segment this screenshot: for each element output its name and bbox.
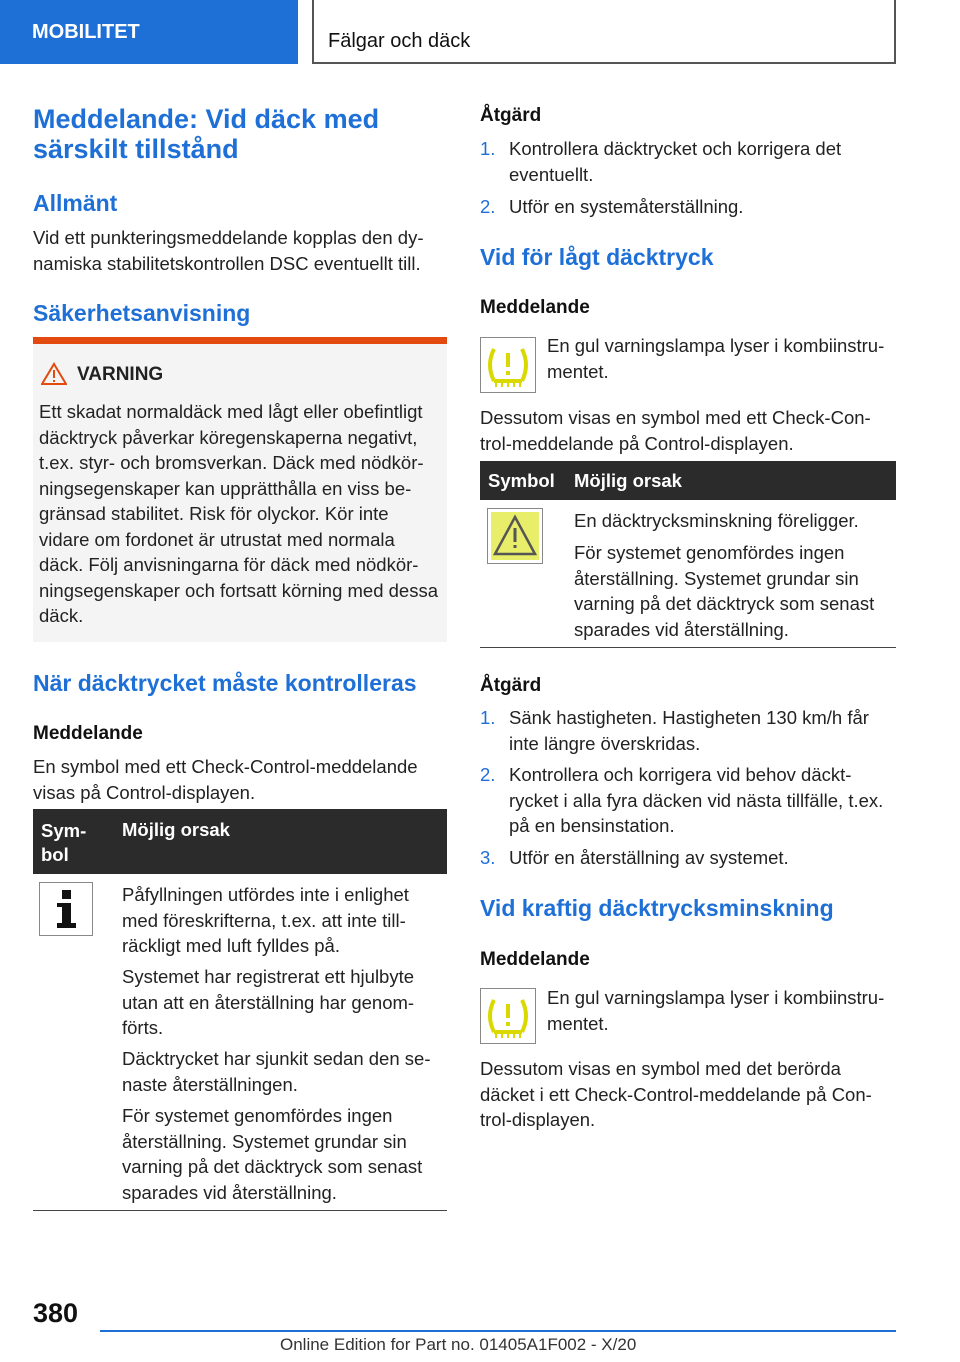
right-table-header — [480, 461, 896, 500]
list-item: Utför en systemåterställning. — [509, 196, 744, 217]
message-label-2: Meddelande — [480, 297, 590, 318]
warning-text: Ett skadat normaldäck med lågt eller obefintligt däcktryck påverkar köregenskaperna negativt, t.ex. styr- och bromsverkan. Däck med nödkör-ningsegenskaper kan upprätthålla en viss be-gränsad stabilitet. Risk för olyckor. Kör inte vidare om fordonet är utrustat med normala däck. Följ anvisningarna för däck med nödkör-ningsegenskaper och fortsatt körning med dessa däck. — [39, 401, 439, 626]
lamp-text: En gul varningslampa lyser i kombiinstru-mentet. — [547, 335, 885, 382]
general-heading: Allmänt — [33, 190, 118, 216]
action-label: Åtgärd — [480, 105, 542, 126]
list-item: Kontrollera och korrigera vid behov däckt-rycket i alla fyra däcken vid nästa tillfälle, t.ex. på en bensinstation. — [509, 764, 884, 836]
action-label-2: Åtgärd — [480, 675, 542, 696]
list-number: 2. — [480, 196, 496, 217]
general-text: Vid ett punkteringsmeddelande kopplas den dy-namiska stabilitetskontrollen DSC eventuellt till. — [33, 227, 424, 274]
left-cell-p4: För systemet genomfördes ingen återställning. Systemet grundar sin varning på det däcktryck som senast sparades vid återställning. — [122, 1105, 423, 1203]
heavy-loss-heading: Vid kraftig däcktrycksminskning — [480, 895, 834, 921]
warning-box — [33, 337, 447, 642]
left-table-rule — [33, 1210, 447, 1211]
list-item: Kontrollera däcktrycket och korrigera det eventuellt. — [509, 138, 842, 185]
right-table-rule — [480, 647, 896, 648]
action-list-2 — [480, 705, 896, 875]
left-cell-p1: Påfyllningen utfördes inte i enlighet med föreskrifterna, t.ex. att inte till-räckligt med luft fylldes på. — [122, 884, 409, 956]
low-pressure-heading: Vid för lågt däcktryck — [480, 244, 714, 270]
list-number: 1. — [480, 707, 496, 728]
table-head-cause-2: Möjlig orsak — [574, 470, 682, 491]
footer-edition: Online Edition for Part no. 01405A1F002 - X/20 — [280, 1335, 637, 1354]
right-cell-p2: För systemet genomfördes ingen återställning. Systemet grundar sin varning på det däcktryck som senast sparades vid återställning. — [574, 542, 875, 640]
page-header-title: Fälgar och däck — [312, 0, 896, 64]
message-label-3: Meddelande — [480, 949, 590, 970]
page-number: 380 — [33, 1298, 79, 1328]
list-item: Sänk hastigheten. Hastigheten 130 km/h får inte längre överskridas. — [509, 707, 869, 754]
message-label: Meddelande — [33, 723, 143, 744]
info-icon — [39, 882, 93, 936]
left-cell-p2: Systemet har registrerat ett hjulbyte utan att en återställning har genom-förts. — [122, 966, 415, 1038]
lamp-text-2: En gul varningslampa lyser i kombiinstru-mentet. — [547, 987, 885, 1034]
tire-pressure-warning-icon — [480, 337, 536, 393]
left-table-header — [33, 809, 447, 874]
check-heading: När däcktrycket måste kontrolleras — [33, 670, 417, 696]
warning-triangle-icon — [41, 362, 67, 386]
table-head-symbol-2: Symbol — [488, 470, 555, 491]
extra-text-2: Dessutom visas en symbol med det berörda däcket i ett Check-Control-meddelande på Con-trol-displayen. — [480, 1058, 872, 1130]
table-head-symbol: Sym-bol — [41, 820, 87, 865]
list-number: 2. — [480, 764, 496, 785]
action-list-1 — [480, 136, 896, 226]
warning-title: VARNING — [77, 364, 164, 385]
list-item: Utför en återställning av systemet. — [509, 847, 789, 868]
footer-divider — [100, 1330, 896, 1332]
right-cell-p1: En däcktrycksminskning föreligger. — [574, 510, 859, 531]
message-text: En symbol med ett Check-Control-meddelande visas på Control-displayen. — [33, 756, 418, 803]
left-cell-p3: Däcktrycket har sjunkit sedan den se-naste återställningen. — [122, 1048, 431, 1095]
extra-text: Dessutom visas en symbol med ett Check-Con-trol-meddelande på Control-displayen. — [480, 407, 871, 454]
table-head-cause: Möjlig orsak — [122, 819, 230, 840]
page-title: Meddelande: Vid däck med särskilt tillstånd — [33, 104, 380, 164]
section-tab: MOBILITET — [0, 0, 298, 64]
yellow-warning-icon — [487, 508, 543, 564]
tire-pressure-warning-icon-2 — [480, 988, 536, 1044]
list-number: 1. — [480, 138, 496, 159]
list-number: 3. — [480, 847, 496, 868]
safety-heading: Säkerhetsanvisning — [33, 300, 251, 326]
